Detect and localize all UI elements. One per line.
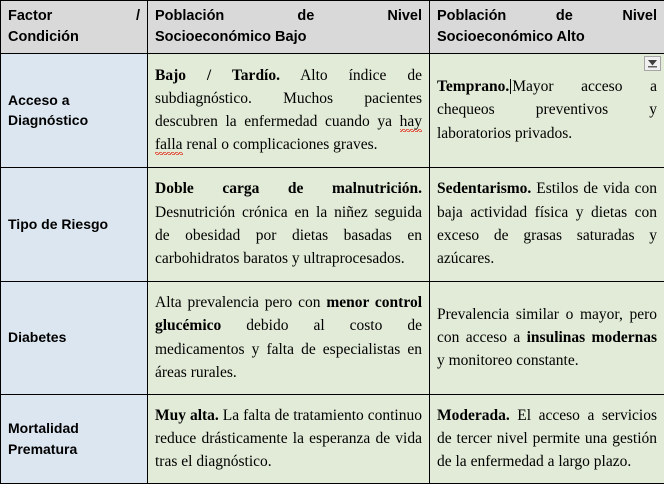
cell-diabetes-alto[interactable]	[430, 281, 664, 395]
table-row	[1, 395, 664, 484]
cell-body-text: El acceso a servicios de tercer nivel permite una gestión de la enfermedad a largo plazo.	[437, 406, 657, 471]
cell-lead-text: menor control glucémico	[155, 294, 422, 335]
cell-body-text: Alto índice de subdiagnóstico. Muchos pacientes descubren la enfermedad cuando ya	[155, 66, 423, 131]
cell-mortalidad-bajo[interactable]	[148, 395, 430, 484]
header-line-1: Población de Nivel	[155, 8, 422, 24]
cell-lead-text: Moderada.	[437, 406, 510, 424]
dropdown-button[interactable]	[644, 56, 661, 71]
row-label-acceso-a-diagnostico: Acceso a Diagnóstico	[1, 54, 148, 168]
cell-riesgo-bajo[interactable]	[148, 167, 430, 281]
cell-lead-text: Doble carga de malnutrición.	[155, 180, 422, 198]
cell-acceso-alto[interactable]	[430, 54, 664, 168]
cell-lead-text: Temprano.	[437, 78, 510, 96]
cell-lead-text: Bajo / Tardío.	[155, 66, 280, 84]
table-row	[1, 281, 664, 395]
cell-acceso-bajo[interactable]	[148, 54, 430, 168]
row-label-mortalidad-prematura: Mortalidad Prematura	[1, 395, 148, 484]
header-line-2: Socioeconómico Alto	[437, 28, 585, 45]
cell-body-text: y monitoreo constante.	[437, 352, 579, 370]
cell-body-text: Desnutrición crónica en la niñez seguida de obesidad por dietas basadas en carbohidratos baratos y ultraprocesados.	[155, 203, 422, 268]
cell-lead-text: insulinas modernas	[526, 328, 657, 346]
row-label-tipo-de-riesgo: Tipo de Riesgo	[1, 167, 148, 281]
cell-pre-text: Alta prevalencia pero con	[155, 294, 327, 312]
chevron-down-icon	[647, 59, 658, 68]
column-header-nivel-alto	[430, 1, 664, 54]
cell-lead-text: Sedentarismo.	[437, 180, 532, 198]
table-header-row	[1, 1, 664, 54]
row-label-diabetes: Diabetes	[1, 281, 148, 395]
cell-body-text: Estilos de vida con baja actividad física y dietas con exceso de grasas saturadas y azúcares.	[437, 180, 657, 268]
cell-body-text-2: renal o complicaciones graves.	[182, 136, 378, 154]
header-line-1: Población de Nivel	[437, 8, 657, 24]
column-header-nivel-bajo	[148, 1, 430, 54]
cell-lead-text: Muy alta.	[155, 406, 219, 424]
spellcheck-underlined-text: hay falla	[155, 113, 422, 154]
cell-diabetes-bajo[interactable]	[148, 281, 430, 395]
cell-pre-text: Prevalencia similar o mayor, pero con acceso a	[437, 305, 657, 346]
cell-riesgo-alto[interactable]	[430, 167, 664, 281]
table-row	[1, 167, 664, 281]
cell-mortalidad-alto[interactable]	[430, 395, 664, 484]
cell-body-text: La falta de tratamiento continuo reduce drásticamente la esperanza de vida tras el diagnóstico.	[155, 406, 422, 471]
cell-body-text: Mayor acceso a chequeos preventivos y laboratorios privados.	[437, 78, 657, 142]
table-row	[1, 54, 664, 168]
header-line-2: Condición	[8, 28, 79, 45]
column-header-factor	[1, 1, 148, 54]
header-line-2: Socioeconómico Bajo	[155, 28, 307, 45]
header-line-1: Factor /	[8, 8, 140, 24]
cell-body-text: debido al costo de medicamentos y falta de especialistas en áreas rurales.	[155, 317, 422, 381]
